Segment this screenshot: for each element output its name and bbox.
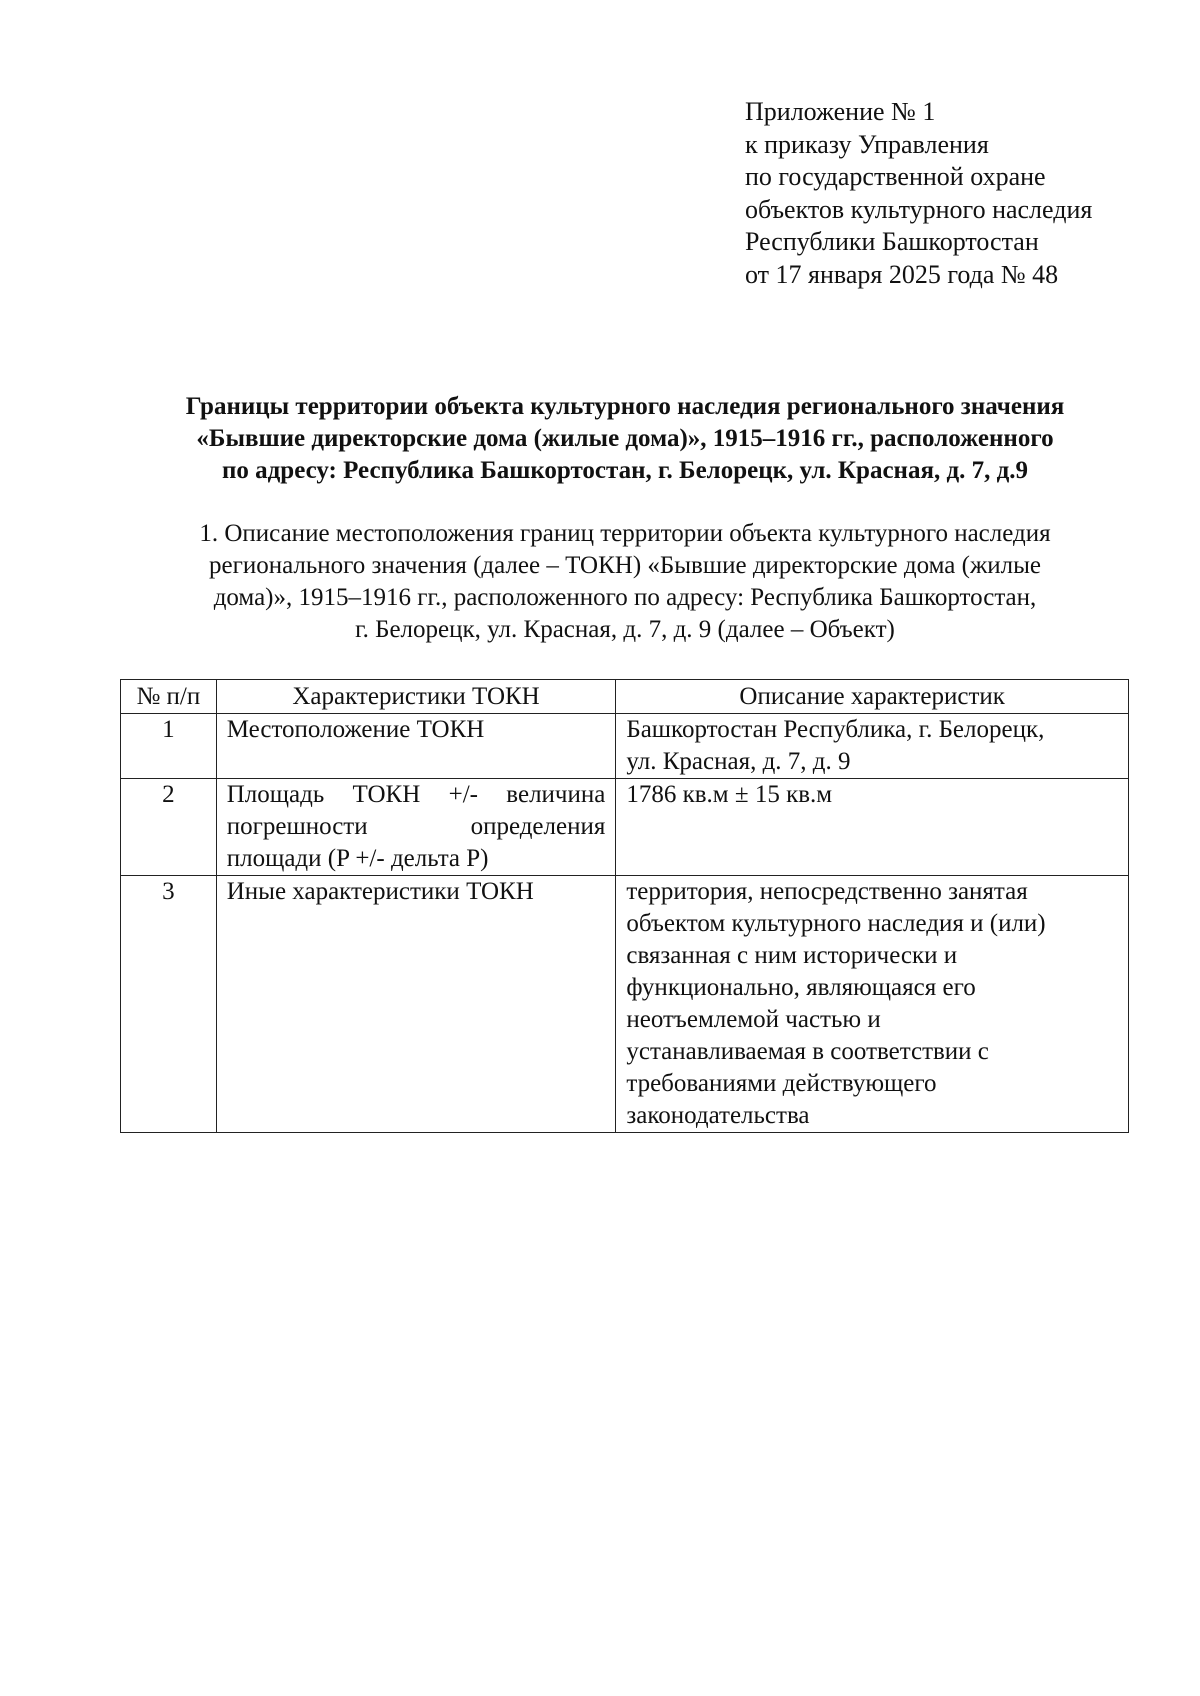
cell-line: Местоположение ТОКН — [226, 716, 485, 743]
cell-line: Площадь ТОКН +/- величина — [226, 781, 606, 808]
section-line: дома)», 1915–1916 гг., расположенного по адресу: Республика Башкортостан, — [213, 584, 1037, 611]
title-line: по адресу: Республика Башкортостан, г. Белорецк, ул. Красная, д. 7, д.9 — [221, 457, 1029, 484]
appendix-line: объектов культурного наследия — [745, 194, 1093, 224]
row-description — [616, 876, 1129, 1133]
section-line: г. Белорецк, ул. Красная, д. 7, д. 9 (далее – Объект) — [355, 616, 895, 643]
cell-line: площади (P +/- дельта P) — [226, 845, 489, 872]
section-1-description — [120, 518, 1130, 646]
row-number: 3 — [121, 876, 217, 1133]
cell-line: Иные характеристики ТОКН — [226, 878, 534, 905]
appendix-line: от 17 января 2025 года № 48 — [745, 259, 1059, 289]
section-line: 1. Описание местоположения границ территории объекта культурного наследия — [199, 520, 1051, 547]
characteristics-table — [120, 679, 1129, 1133]
row-number: 2 — [121, 779, 217, 876]
header-characteristic: Характеристики ТОКН — [216, 680, 616, 714]
section-line: регионального значения (далее – ТОКН) «Бывшие директорские дома (жилые — [208, 552, 1041, 579]
row-description — [616, 714, 1129, 779]
appendix-line: к приказу Управления — [745, 129, 989, 159]
cell-line: требованиями действующего — [626, 1070, 937, 1097]
table-row — [121, 779, 1129, 876]
row-characteristic — [216, 714, 616, 779]
table-row — [121, 714, 1129, 779]
cell-line: законодательства — [626, 1102, 810, 1129]
document-title — [100, 391, 1150, 487]
title-line: «Бывшие директорские дома (жилые дома)», 1915–1916 гг., расположенного — [196, 425, 1054, 452]
header-number: № п/п — [121, 680, 217, 714]
appendix-block — [745, 96, 1092, 291]
cell-line: устанавливаемая в соответствии с — [626, 1038, 989, 1065]
row-characteristic — [216, 876, 616, 1133]
cell-line: неотъемлемой частью и — [626, 1006, 881, 1033]
row-description — [616, 779, 1129, 876]
header-description: Описание характеристик — [616, 680, 1129, 714]
cell-line: функционально, являющаяся его — [626, 974, 976, 1001]
cell-line: ул. Красная, д. 7, д. 9 — [626, 748, 851, 775]
cell-line: 1786 кв.м ± 15 кв.м — [626, 781, 833, 808]
title-line: Границы территории объекта культурного наследия регионального значения — [185, 393, 1065, 420]
row-number: 1 — [121, 714, 217, 779]
cell-line: Башкортостан Республика, г. Белорецк, — [626, 716, 1045, 743]
appendix-line: по государственной охране — [745, 162, 1046, 191]
appendix-line: Республики Башкортостан — [745, 227, 1039, 256]
cell-line: связанная с ним исторически и — [626, 942, 958, 969]
cell-line: объектом культурного наследия и (или) — [626, 910, 1046, 937]
appendix-line: Приложение № 1 — [745, 97, 936, 126]
cell-line: погрешности определения — [226, 813, 606, 840]
table-header-row — [121, 680, 1129, 714]
table-row — [121, 876, 1129, 1133]
cell-line: территория, непосредственно занятая — [626, 878, 1028, 905]
row-characteristic — [216, 779, 616, 876]
